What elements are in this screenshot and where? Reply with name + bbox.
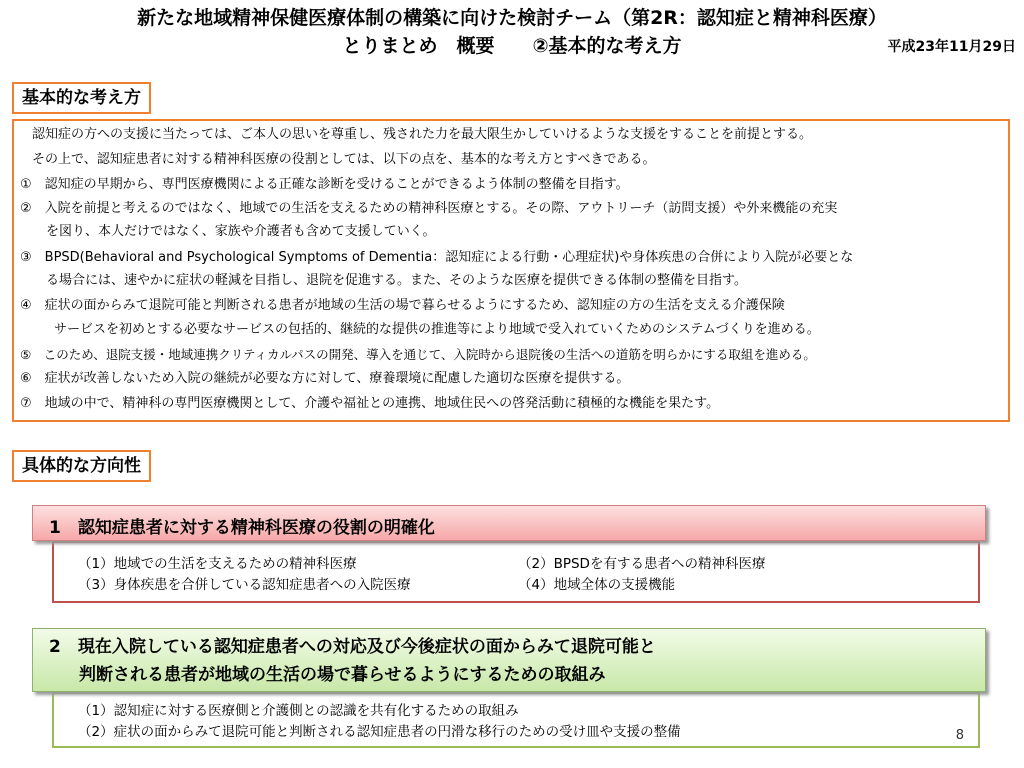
section2-item-1: （1）認知症に対する医療側と介護側との認識を共有化するための取組み [78,703,519,719]
section2-title-line2: 判断される患者が地域の生活の場で暮らせるようにするための取組み [79,665,606,685]
section1-item-1: （1）地域での生活を支えるための精神科医療 [78,556,357,572]
section1-body [52,541,980,603]
section2-body [52,692,980,748]
principle-item-4: ④ 症状の面からみて退院可能と判断される患者が地域の生活の場で暮らせるようにするため、認知症の方の生活を支える介護保険 [20,298,785,313]
section1-item-3: （3）身体疾患を合併している認知症患者への入院医療 [78,577,411,593]
section1-title: 1 認知症患者に対する精神科医療の役割の明確化 [32,505,986,541]
section2-title-line1: 2 現在入院している認知症患者への対応及び今後症状の面からみて退院可能と [49,637,656,657]
date-label: 平成23年11月29日 [887,39,1016,55]
section1-item-2: （2）BPSDを有する患者への精神科医療 [518,556,766,572]
principle-intro-1: 認知症の方への支援に当たっては、ご本人の思いを尊重し、残された力を最大限生かしていけるような支援をすることを前提とする。 [32,127,813,142]
basic-approach-label: 基本的な考え方 [12,82,151,114]
principle-item-5: ⑤ このため、退院支援・地域連携クリティカルパスの開発、導入を通じて、入院時から退院後の生活への道筋を明らかにする取組を進める。 [20,347,816,362]
principle-item-1: ① 認知症の早期から、専門医療機関による正確な診断を受けることができるよう体制の整備を目指す。 [20,177,629,192]
concrete-direction-label: 具体的な方向性 [12,450,151,482]
page-title-line2: とりまとめ 概要 ②基本的な考え方 [342,35,682,57]
page-title-line1: 新たな地域精神保健医療体制の構築に向けた検討チーム（第2R：認知症と精神科医療） [137,7,887,29]
principle-item-3-cont: る場合には、速やかに症状の軽減を目指し、退院を促進する。また、そのような医療を提供できる体制の整備を目指す。 [46,273,747,288]
principle-item-2: ② 入院を前提と考えるのではなく、地域での生活を支えるための精神科医療とする。その際、アウトリーチ（訪問支援）や外来機能の充実 [20,201,838,216]
principle-intro-2: その上で、認知症患者に対する精神科医療の役割としては、以下の点を、基本的な考え方とすべきである。 [32,152,656,167]
principle-item-4-cont: サービスを初めとする必要なサービスの包括的、継続的な提供の推進等により地域で受入れていくためのシステムづくりを進める。 [54,322,820,337]
section2-title [32,628,986,692]
principle-item-7: ⑦ 地域の中で、精神科の専門医療機関として、介護や福祉との連携、地域住民への啓発活動に積極的な機能を果たす。 [20,396,720,411]
principle-item-2-cont: を図り、本人だけではなく、家族や介護者も含めて支援していく。 [46,224,436,239]
principle-item-6: ⑥ 症状が改善しないため入院の継続が必要な方に対して、療養環境に配慮した適切な医療を提供する。 [20,371,630,386]
page-number: 8 [955,728,964,743]
section2-item-2: （2）症状の面からみて退院可能と判断される認知症患者の円滑な移行のための受け皿や支援の整備 [78,724,681,740]
principle-item-3: ③ BPSD(Behavioral and Psychological Symptoms of Dementia：認知症による行動・心理症状)や身体疾患の合併により入院が必要とな [20,250,854,265]
section1-item-4: （4）地域全体の支援機能 [518,577,676,593]
basic-approach-box [12,119,1010,422]
